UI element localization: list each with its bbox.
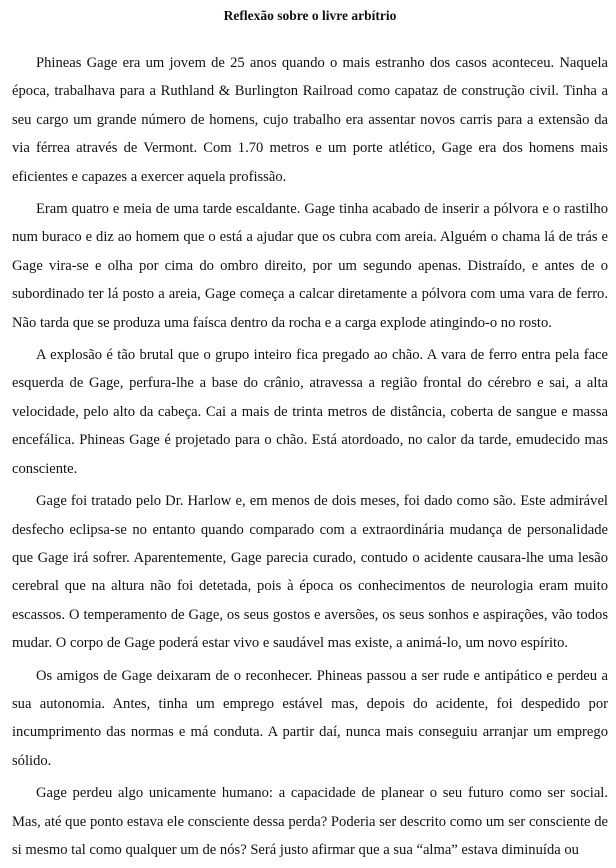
paragraph-6: Gage perdeu algo unicamente humano: a capacidade de planear o seu futuro como ser social. Mas, até que ponto estava ele consciente dessa perda? Poderia ser descrito como um ser consciente de si mesmo tal como qualquer um de nós? Será justo afirmar que a sua “alma” estava diminuída ou bbox=[12, 785, 608, 858]
paragraph-4: Gage foi tratado pelo Dr. Harlow e, em menos de dois meses, foi dado como são. Este admirável desfecho eclipsa-se no entanto quando comparado com a extraordinária mudança de personalidade que Gage irá sofrer. Aparentemente, Gage parecia curado, contudo o acidente causara-lhe uma lesão cerebral que na altura não foi detetada, pois à época os conhecimentos de neurologia eram muito escassos. O temperamento de Gage, os seus gostos e aversões, os seus sonhos e aspirações, vão todos mudar. O corpo de Gage poderá estar vivo e saudável mas existe, a animá-lo, um novo espírito. bbox=[12, 493, 608, 652]
paragraph-1: Phineas Gage era um jovem de 25 anos quando o mais estranho dos casos aconteceu. Naquela época, trabalhava para a Ruthland & Burlington Railroad como capataz de construção civil. Tinha a seu cargo um grande número de homens, cujo trabalho era assentar novos carris para a extensão da via férrea através de Vermont. Com 1.70 metros e um porte atlético, Gage era dos homens mais eficientes e capazes a exercer aquela profissão. bbox=[12, 55, 608, 185]
paragraph-2: Eram quatro e meia de uma tarde escaldante. Gage tinha acabado de inserir a pólvora e o rastilho num buraco e diz ao homem que o está a ajudar que os cubra com areia. Alguém o chama lá de trás e Gage vira-se e olha por cima do ombro direito, por um segundo apenas. Distraído, e antes de o subordinado ter lá posto a areia, Gage começa a calcar diretamente a pólvora com uma vara de ferro. Não tarda que se produza uma faísca dentro da rocha e a carga explode atingindo-o no rosto. bbox=[12, 201, 608, 331]
paragraph-3: A explosão é tão brutal que o grupo inteiro fica pregado ao chão. A vara de ferro entra pela face esquerda de Gage, perfura-lhe a base do crânio, atravessa a região frontal do cérebro e sai, a alta velocidade, pelo alto da cabeça. Cai a mais de trinta metros de distância, coberta de sangue e massa encefálica. Phineas Gage é projetado para o chão. Está atordoado, no calor da tarde, emudecido mas consciente. bbox=[12, 347, 608, 477]
paragraph-5: Os amigos de Gage deixaram de o reconhecer. Phineas passou a ser rude e antipático e perdeu a sua autonomia. Antes, tinha um emprego estável mas, depois do acidente, foi despedido por incumprimento das normas e má conduta. A partir daí, nunca mais conseguiu arranjar um emprego sólido. bbox=[12, 667, 608, 769]
document-title: Reflexão sobre o livre arbítrio bbox=[223, 8, 397, 23]
document-page bbox=[12, 6, 608, 868]
